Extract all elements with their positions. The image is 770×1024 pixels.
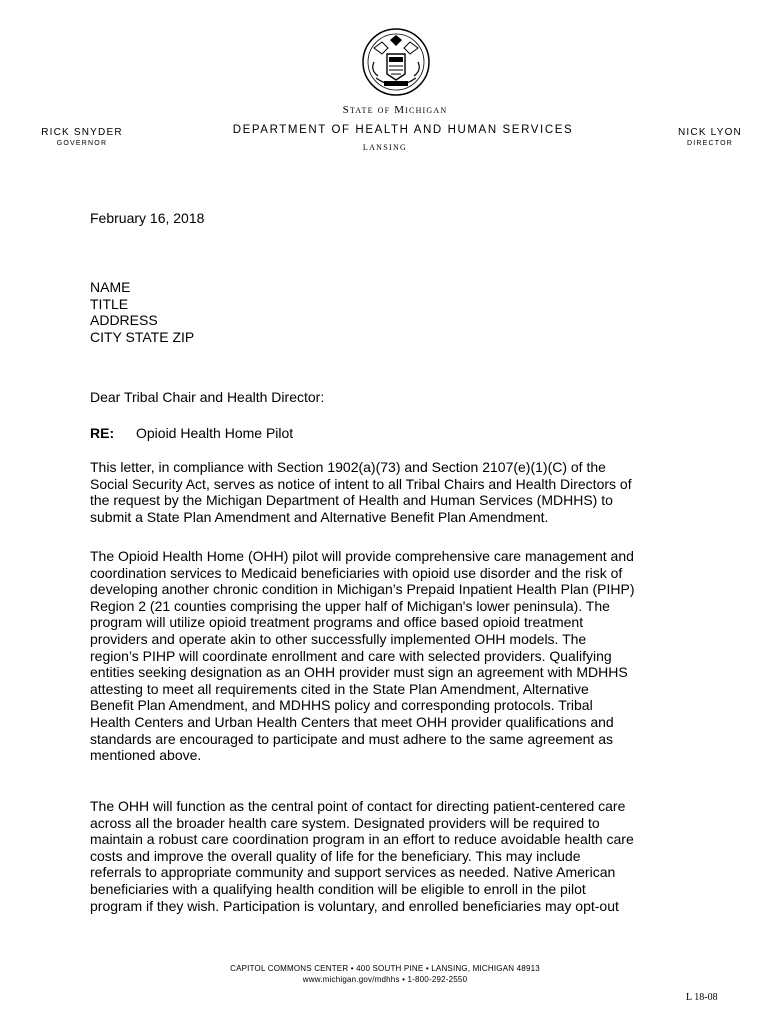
paragraph-line: entities seeking designation as an OHH provider must sign an agreement with MDHHS <box>90 664 628 681</box>
paragraph-line: mentioned above. <box>90 747 202 764</box>
paragraph-3 <box>90 798 690 914</box>
director-block <box>672 127 748 147</box>
subject-label: RE: <box>90 425 115 441</box>
paragraph-line: region’s PIHP will coordinate enrollment and care with selected providers. Qualifying <box>90 647 612 664</box>
paragraph-line: program will utilize opioid treatment programs and office based opioid treatment <box>90 614 584 631</box>
paragraph-1 <box>90 459 690 525</box>
paragraph-line: across all the broader health care system. Designated providers will be required to <box>90 814 600 831</box>
department-name: DEPARTMENT OF HEALTH AND HUMAN SERVICES <box>232 124 574 136</box>
paragraph-line: Health Centers and Urban Health Centers that meet OHH provider qualifications and <box>90 713 614 730</box>
paragraph-line: submit a State Plan Amendment and Alternative Benefit Plan Amendment. <box>90 508 549 525</box>
subject-line <box>90 425 690 442</box>
paragraph-line: maintain a robust care coordination program in an effort to reduce avoidable health care <box>90 831 634 848</box>
paragraph-line: referrals to appropriate community and support services as needed. Native American <box>90 864 616 881</box>
paragraph-line: Region 2 (21 counties comprising the upper half of Michigan's lower peninsula). The <box>90 597 610 614</box>
paragraph-line: coordination services to Medicaid beneficiaries with opioid use disorder and the risk of <box>90 564 623 581</box>
salutation: Dear Tribal Chair and Health Director: <box>90 389 325 405</box>
footer <box>0 964 770 984</box>
recipient-name: NAME <box>90 279 131 295</box>
paragraph-line: attesting to meet all requirements cited in the State Plan Amendment, Alternative <box>90 680 589 697</box>
paragraph-line: The Opioid Health Home (OHH) pilot will provide comprehensive care management and <box>90 548 634 564</box>
state-name: State of Michigan <box>342 104 448 116</box>
recipient-street: ADDRESS <box>90 312 158 329</box>
subject-text: Opioid Health Home Pilot <box>136 425 294 441</box>
recipient-city-state-zip: CITY STATE ZIP <box>90 328 195 345</box>
governor-name: RICK SNYDER <box>41 127 123 138</box>
paragraph-line: the request by the Michigan Department of Health and Human Services (MDHHS) to <box>90 492 613 509</box>
paragraph-line: The OHH will function as the central point of contact for directing patient-centered care <box>90 798 626 814</box>
paragraph-2 <box>90 548 690 764</box>
paragraph-line: providers and operate akin to other successfully implemented OHH models. The <box>90 630 587 647</box>
governor-title: GOVERNOR <box>56 140 108 147</box>
form-number: L 18-08 <box>686 992 718 1003</box>
recipient-title: TITLE <box>90 295 129 312</box>
paragraph-line: program if they wish. Participation is voluntary, and enrolled beneficiaries may opt-out <box>90 897 619 914</box>
footer-address: CAPITOL COMMONS CENTER • 400 SOUTH PINE • LANSING, MICHIGAN 48913 <box>230 964 540 973</box>
paragraph-line: Benefit Plan Amendment, and MDHHS policy and corresponding protocols. Tribal <box>90 697 593 714</box>
letter-date: February 16, 2018 <box>90 210 205 226</box>
director-name: NICK LYON <box>678 127 742 138</box>
footer-contact: www.michigan.gov/mdhhs • 1-800-292-2550 <box>302 975 468 984</box>
department-city: LANSING <box>362 143 408 152</box>
recipient-address <box>90 279 690 345</box>
paragraph-line: This letter, in compliance with Section 1902(a)(73) and Section 2107(e)(1)(C) of the <box>90 459 606 475</box>
director-title: DIRECTOR <box>686 140 734 147</box>
paragraph-line: Social Security Act, serves as notice of intent to all Tribal Chairs and Health Directors of <box>90 475 632 492</box>
paragraph-line: developing another chronic condition in Michigan’s Prepaid Inpatient Health Plan (PIHP) <box>90 581 635 598</box>
paragraph-line: standards are encouraged to participate and must adhere to the same agreement as <box>90 730 613 747</box>
paragraph-line: beneficiaries with a qualifying health condition will be eligible to enroll in the pilot <box>90 880 586 897</box>
paragraph-line: costs and improve the overall quality of life for the beneficiary. This may include <box>90 847 581 864</box>
governor-block <box>38 127 126 147</box>
state-seal-logo <box>360 26 432 98</box>
